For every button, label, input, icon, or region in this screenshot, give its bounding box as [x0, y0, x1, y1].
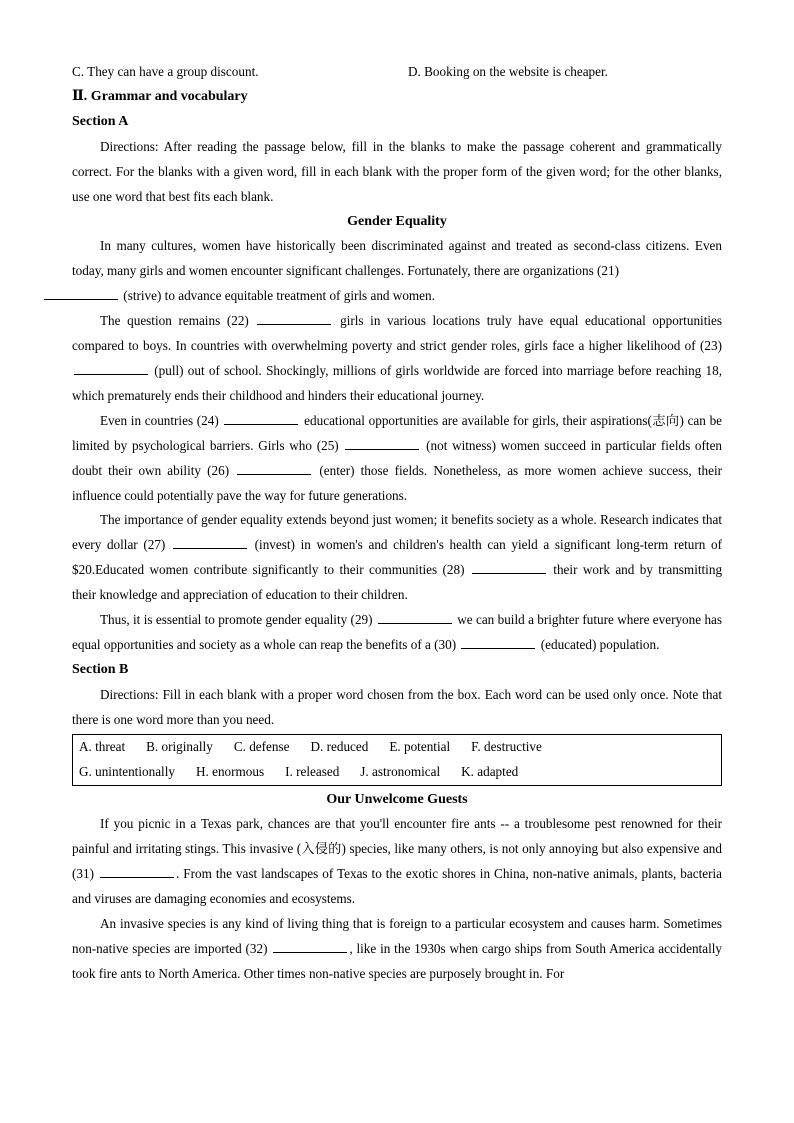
text: , like in the 1930s when cargo ships from South America accidentally took fire ants to North America. Other times non-native species are purposely brought in. For — [72, 941, 722, 981]
text: . From the vast landscapes of Texas to the exotic shores in China, non-native animals, plants, bacteria and viruses are damaging economies and ecosystems. — [72, 866, 723, 907]
text: their work and by transmitting their knowledge and appreciation of education to their children. — [72, 562, 723, 603]
blank-29 — [378, 609, 452, 624]
word-option: D. reduced — [310, 738, 369, 754]
text: girls in various locations truly have equal educational opportunities compared to boys. In countries with overwhelming poverty and strict gender roles, girls face a higher likelihood of (23) — [72, 313, 723, 354]
text: (strive) to advance equitable treatment of girls and women. — [123, 288, 435, 304]
blank-30 — [461, 634, 535, 649]
text: Even in countries (24) — [100, 412, 219, 428]
text: (not witness) women succeed in particular fields often doubt their own ability (26) — [72, 437, 723, 478]
option-c: C. They can have a group discount. — [72, 64, 259, 79]
section-b-directions: Directions: Fill in each blank with a proper word chosen from the box. Each word can be used only once. Note that there is one word more than you need. — [72, 686, 722, 727]
blank-28 — [472, 559, 546, 574]
paragraph-a1 — [72, 234, 722, 309]
text: educational opportunities are available for girls, their aspirations(志向) can be limited by psychological barriers. Girls who (25) — [72, 412, 723, 453]
text: (pull) out of school. Shockingly, millions of girls worldwide are forced into marriage before reaching 18, which prematurely ends their childhood and hinders their educational journey. — [72, 362, 723, 403]
blank-24 — [224, 410, 298, 425]
paragraph-b1 — [72, 812, 722, 912]
text: Thus, it is essential to promote gender equality (29) — [100, 612, 373, 628]
option-d: D. Booking on the website is cheaper. — [408, 64, 608, 79]
blank-25 — [345, 435, 419, 450]
word-option: G. unintentionally — [79, 763, 175, 779]
paragraph-a2 — [72, 309, 722, 409]
word-option: E. potential — [389, 738, 451, 754]
blank-23 — [74, 360, 148, 375]
word-box-row-2 — [79, 760, 715, 785]
word-box — [72, 734, 722, 786]
section-b-heading: Section B — [72, 661, 129, 677]
blank-32 — [273, 938, 347, 953]
paragraph-a5 — [72, 608, 722, 658]
word-option: F. destructive — [471, 738, 542, 754]
blank-26 — [237, 460, 311, 475]
word-option: C. defense — [233, 738, 290, 754]
word-option: B. originally — [146, 738, 213, 754]
answer-options-row — [72, 60, 722, 85]
blank-31 — [100, 863, 174, 878]
blank-22 — [257, 310, 331, 325]
section-a-heading: Section A — [72, 113, 129, 129]
document-page — [72, 60, 722, 987]
part-heading: Ⅱ. Grammar and vocabulary — [72, 89, 248, 104]
word-option: K. adapted — [461, 763, 519, 779]
blank-27 — [173, 534, 247, 549]
blank-21 — [44, 285, 118, 300]
paragraph-a4 — [72, 508, 722, 608]
text: (enter) those fields. Nonetheless, as more women achieve success, their influence could potentially pave the way for future generations. — [72, 462, 723, 503]
text: The question remains (22) — [100, 313, 249, 329]
text: (educated) population. — [540, 636, 660, 652]
paragraph-a3 — [72, 409, 722, 509]
passage-title-b: Our Unwelcome Guests — [326, 791, 468, 807]
text: If you picnic in a Texas park, chances are that you'll encounter fire ants -- a troublesome pest renowned for their painful and irritating stings. This invasive (入侵的) species, like many others, is not only annoying but also expensive and (31) — [72, 816, 722, 882]
word-option: A. threat — [79, 738, 126, 754]
word-option: I. released — [285, 763, 340, 779]
word-box-row-1 — [79, 735, 715, 760]
section-a-directions: Directions: After reading the passage below, fill in the blanks to make the passage coherent and grammatically correct. For the blanks with a given word, fill in each blank with the proper form of the given word; for the other blanks, use one word that best fits each blank. — [72, 138, 722, 204]
text: The importance of gender equality extends beyond just women; it benefits society as a whole. Research indicates that every dollar (27) — [72, 512, 722, 553]
word-option: H. enormous — [195, 763, 265, 779]
text: we can build a brighter future where everyone has equal opportunities and society as a whole can reap the benefits of a (30) — [72, 612, 723, 652]
text: An invasive species is any kind of living thing that is foreign to a particular ecosystem and causes harm. Sometimes non-native species are imported (32) — [72, 916, 722, 956]
word-option: J. astronomical — [360, 763, 441, 779]
passage-title-a: Gender Equality — [347, 213, 447, 229]
paragraph-b2 — [72, 912, 722, 987]
text: (invest) in women's and children's health can yield a significant long-term return of $20.Educated women contribute significantly to their communities (28) — [72, 537, 722, 578]
text: In many cultures, women have historically been discriminated against and treated as second-class citizens. Even today, many girls and women encounter significant challenges. Fortunately, there are organizations (21) — [72, 238, 722, 279]
